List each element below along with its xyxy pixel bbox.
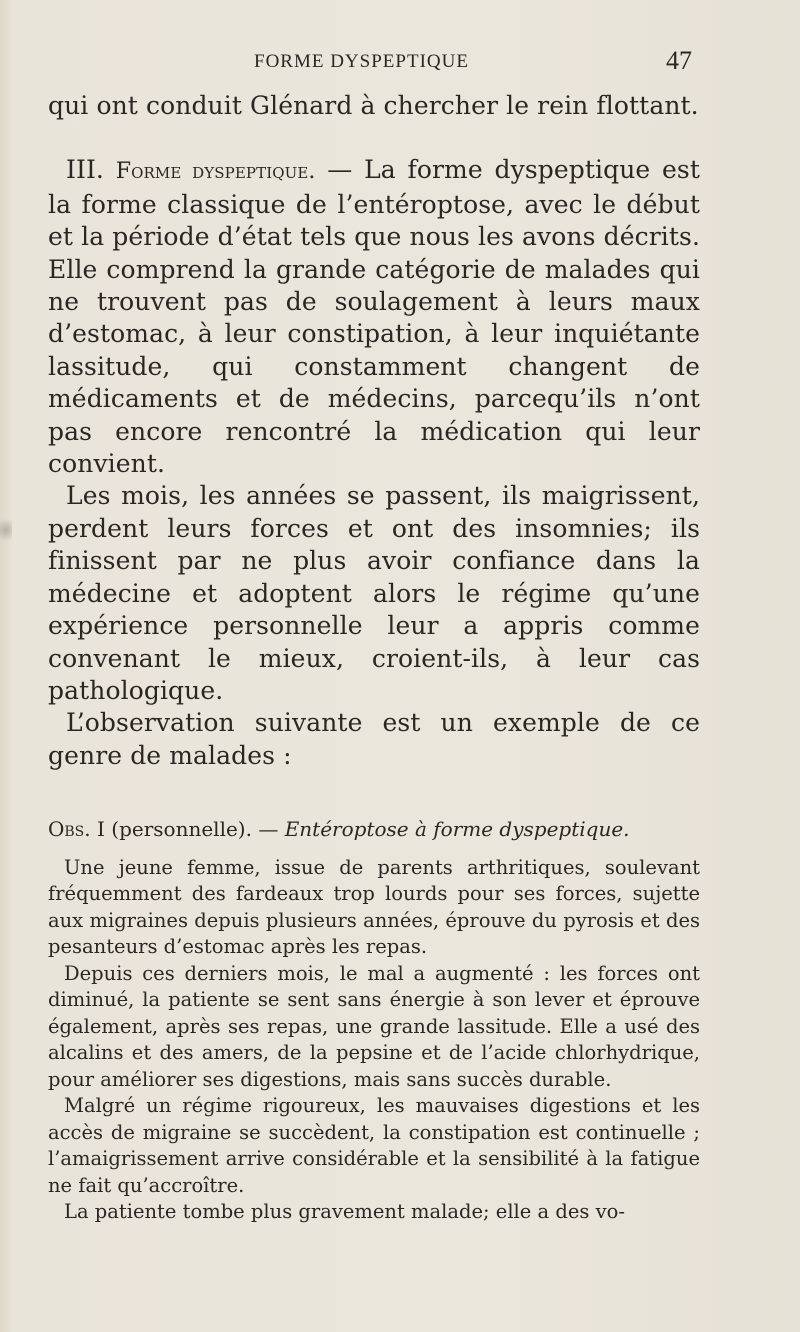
observation-qualifier: (personnelle). — [111, 817, 279, 841]
running-title: FORME DYSPEPTIQUE [254, 51, 469, 72]
paragraph-observation-intro: L’observation suivante est un exemple de ce genre de malades : [48, 708, 700, 770]
observation-paragraph: Depuis ces derniers mois, le mal a augmenté : les forces ont diminué, la patiente se sent sans énergie à son lever et éprouve également, après ses repas, une grande lassitude. Elle a usé des alcalins et des amers, de la pepsine et de l’acide chlorhydrique, pour améliorer ses digestions, mais sans succès durable. [48, 961, 700, 1091]
observation-title: Entéroptose à forme dyspeptique. [284, 817, 630, 841]
observation-heading [48, 816, 700, 843]
paragraph-continuation: qui ont conduit Glénard à chercher le rein flottant. [48, 91, 699, 120]
section-title: Forme dyspeptique. [115, 159, 316, 185]
page-number: 47 [666, 46, 692, 75]
section-number: III. [66, 155, 104, 185]
paragraph-section-iii [48, 154, 700, 480]
observation-paragraph: La patiente tombe plus gravement malade; elle a des vo- [64, 1200, 625, 1223]
section-body: — La forme dyspeptique est la forme classique de l’entéroptose, avec le début et la période d’état tels que nous les avons décrits. Elle comprend la grande catégorie de malades qui ne trouvent pas de soulagement à leurs maux d’estomac, à leur constipation, à leur inquiétante lassitude, qui constamment changent de médicaments et de médecins, parcequ’ils n’ont pas encore rencontré la médication qui leur convient. [48, 155, 700, 479]
observation-label: Obs. [48, 817, 91, 841]
observation-paragraph: Une jeune femme, issue de parents arthritiques, soulevant fréquemment des fardeaux trop lourds pour ses forces, sujette aux migraines depuis plusieurs années, éprouve du pyrosis et des pesanteurs d’estomac après les repas. [48, 855, 700, 958]
paragraph-months: Les mois, les années se passent, ils maigrissent, perdent leurs forces et ont des insomnies; ils finissent par ne plus avoir confiance dans la médecine et adoptent alors le régime qu’une expérience personnelle leur a appris comme convenant le mieux, croient-ils, à leur cas pathologique. [48, 481, 700, 705]
observation-block [48, 816, 700, 1226]
observation-number: I [97, 817, 105, 841]
paper-stain [0, 515, 12, 545]
observation-paragraph: Malgré un régime rigoureux, les mauvaises digestions et les accès de migraine se succèdent, la constipation est continuelle ; l’amaigrissement arrive considérable et la sensibilité à la fatigue ne fait qu’accroître. [48, 1094, 700, 1197]
running-header [0, 48, 800, 78]
main-text [48, 90, 700, 772]
